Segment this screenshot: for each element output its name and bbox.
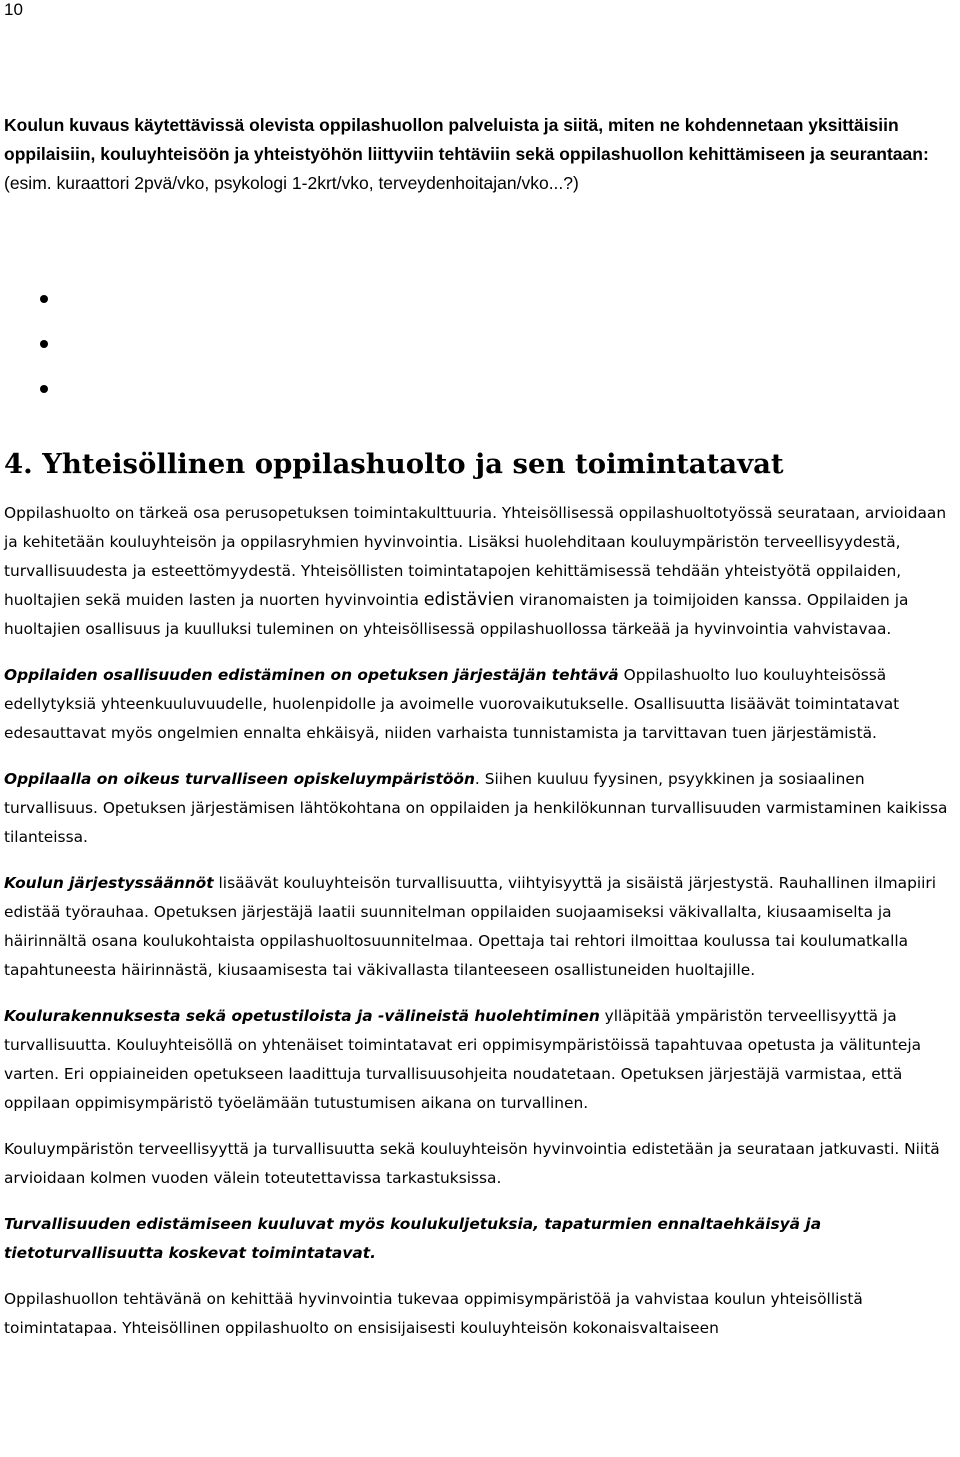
paragraph-5: Koulurakennuksesta sekä opetustiloista ja -välineistä huolehtiminen ylläpitää ympäristön terveellisyyttä ja turvallisuutta. Kouluyhteisöllä on yhtenäiset toimintatavat eri oppimisympäristöissä tapahtuvaa opetusta ja välitunteja varten. Eri oppiaineiden opetukseen laadittuja turvallisuusohjeita noudatetaan. Opetuksen järjestäjä varmistaa, että oppilaan oppimisympäristö työelämään tutustumisen aikana on turvallinen. (4, 1007, 922, 1112)
page-number: 10 (4, 0, 23, 19)
paragraph-2-lead: Oppilaiden osallisuuden edistäminen on opetuksen järjestäjän tehtävä (4, 666, 619, 684)
section-body (4, 499, 960, 1360)
paragraph-1: Oppilashuolto on tärkeä osa perusopetuksen toimintakulttuuria. Yhteisöllisessä oppilashuoltotyössä seurataan, arvioidaan ja kehitetään kouluyhteisön ja oppilasryhmien hyvinvointia. Lisäksi huolehditaan kouluympäristön terveellisyydestä, turvallisuudesta ja esteettömyydestä. Yhteisöllisten toimintatapojen kehittämisessä tehdään yhteistyötä oppilaiden, huoltajien sekä muiden lasten ja nuorten hyvinvointia edistävien viranomaisten ja toimijoiden kanssa. Oppilaiden ja huoltajien osallisuus ja kuulluksi tuleminen on yhteisöllisessä oppilashuollossa tärkeää ja hyvinvointia vahvistavaa. (4, 504, 947, 638)
bullet-icon (40, 385, 48, 393)
paragraph-7 (4, 1210, 960, 1268)
paragraph-8: Oppilashuollon tehtävänä on kehittää hyvinvointia tukevaa oppimisympäristöä ja vahvistaa koulun yhteisöllistä toimintatapaa. Yhteisöllinen oppilashuolto on ensisijaisesti kouluyhteisön kokonaisvaltaiseen (4, 1290, 863, 1337)
paragraph-3-lead: Oppilaalla on oikeus turvalliseen opiskeluympäristöön (4, 770, 475, 788)
paragraph-4-lead: Koulun järjestyssäännöt (4, 874, 214, 892)
paragraph-2: Oppilaiden osallisuuden edistäminen on opetuksen järjestäjän tehtävä Oppilashuolto luo kouluyhteisössä edellytyksiä yhteenkuuluvuudelle, huolenpidolle ja avoimelle vuorovaikutukselle. Osallisuutta lisäävät toimintatavat edesauttavat myös ongelmien ennalta ehkäisyä, niiden varhaista tunnistamista ja tarvittavan tuen järjestämistä. (4, 666, 900, 742)
intro-text: Koulun kuvaus käytettävissä olevista oppilashuollon palveluista ja siitä, miten ne kohdennetaan yksittäisiin oppilaisiin, kouluyhteisöön ja yhteistyöhön liittyviin tehtäviin sekä oppilashuollon kehittämiseen ja seurantaan: (4, 115, 929, 164)
intro-paragraph (4, 111, 954, 198)
bullet-icon (40, 340, 48, 348)
paragraph-4: Koulun järjestyssäännöt lisäävät kouluyhteisön turvallisuutta, viihtyisyyttä ja sisäistä järjestystä. Rauhallinen ilmapiiri edistää työrauhaa. Opetuksen järjestäjä laatii suunnitelman oppilaiden suojaamiseksi väkivallalta, kiusaamiselta ja häirinnältä osana koulukohtaista oppilashuoltosuunnitelmaa. Opettaja tai rehtori ilmoittaa koulussa tai koulumatkalla tapahtuneesta häirinnästä, kiusaamisesta tai väkivallasta tilanteeseen osallistuneiden huoltajille. (4, 874, 936, 979)
section-heading: 4. Yhteisöllinen oppilashuolto ja sen toimintatavat (4, 448, 784, 480)
paragraph-7-lead: Turvallisuuden edistämiseen kuuluvat myös koulukuljetuksia, tapaturmien ennaltaehkäisyä ja tietoturvallisuutta koskevat toimintatavat. (4, 1215, 822, 1262)
bullet-icon (40, 295, 48, 303)
paragraph-5-lead: Koulurakennuksesta sekä opetustiloista ja -välineistä huolehtiminen (4, 1007, 600, 1025)
intro-example: (esim. kuraattori 2pvä/vko, psykologi 1-2krt/vko, terveydenhoitajan/vko...?) (4, 173, 579, 193)
paragraph-6: Kouluympäristön terveellisyyttä ja turvallisuutta sekä kouluyhteisön hyvinvointia edistetään ja seurataan jatkuvasti. Niitä arvioidaan kolmen vuoden välein toteutettavissa tarkastuksissa. (4, 1140, 940, 1187)
paragraph-3: Oppilaalla on oikeus turvalliseen opiskeluympäristöön. Siihen kuuluu fyysinen, psyykkinen ja sosiaalinen turvallisuus. Opetuksen järjestämisen lähtökohtana on oppilaiden ja henkilökunnan turvallisuuden varmistaminen kaikissa tilanteissa. (4, 770, 948, 846)
